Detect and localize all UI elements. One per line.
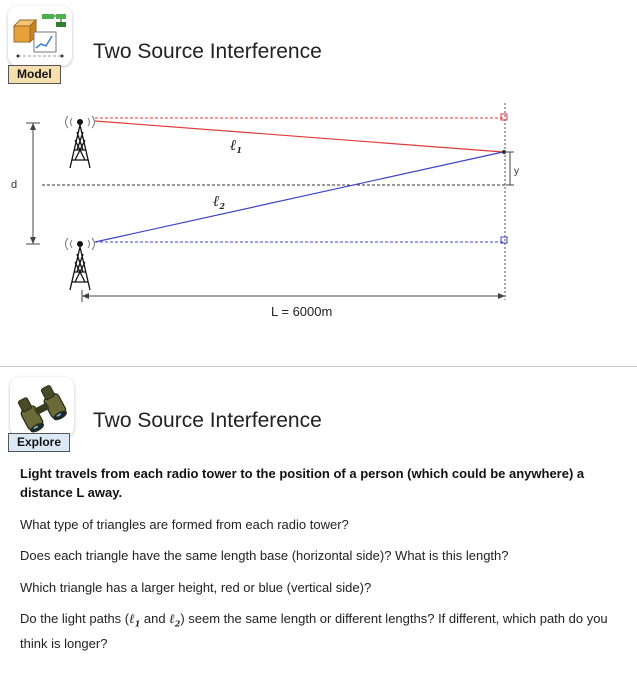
explore-section xyxy=(0,367,637,700)
red-path-l1 xyxy=(95,121,503,152)
blue-path-l2 xyxy=(95,152,503,242)
radio-tower-bottom-icon xyxy=(66,238,95,290)
question-2: Does each triangle have the same length base (horizontal side)? What is this length? xyxy=(20,548,509,563)
y-label: y xyxy=(514,166,519,177)
model-chart-icon xyxy=(8,6,72,66)
model-title: Two Source Interference xyxy=(93,40,322,63)
question-4 xyxy=(20,609,620,653)
l1-label: ℓ$_1$ xyxy=(230,136,242,155)
q4-prefix: Do the light paths ( xyxy=(20,611,130,626)
binoculars-icon xyxy=(10,377,74,437)
explore-badge-label: Explore xyxy=(8,433,70,452)
question-1: What type of triangles are formed from each radio tower? xyxy=(20,517,349,532)
q4-l2-symbol: ℓ$_2$ xyxy=(169,612,181,629)
interference-diagram xyxy=(0,95,637,325)
person-point xyxy=(502,150,506,154)
distance-label: L = 6000m xyxy=(271,304,333,319)
radio-tower-top-icon xyxy=(66,116,95,168)
q4-and: and xyxy=(140,611,170,626)
q4-suffix: ) seem the same length or different lengths? If different, which path do you think is longer? xyxy=(20,611,608,651)
q4-l1-symbol: ℓ$_1$ xyxy=(129,612,141,629)
explore-title: Two Source Interference xyxy=(93,409,322,432)
intro-text: Light travels from each radio tower to the position of a person (which could be anywhere) a distance L away. xyxy=(20,466,585,500)
l2-label: ℓ$_2$ xyxy=(213,192,225,211)
d-label: d xyxy=(11,179,18,191)
question-3: Which triangle has a larger height, red or blue (vertical side)? xyxy=(20,580,372,595)
model-badge-label: Model xyxy=(8,65,61,84)
